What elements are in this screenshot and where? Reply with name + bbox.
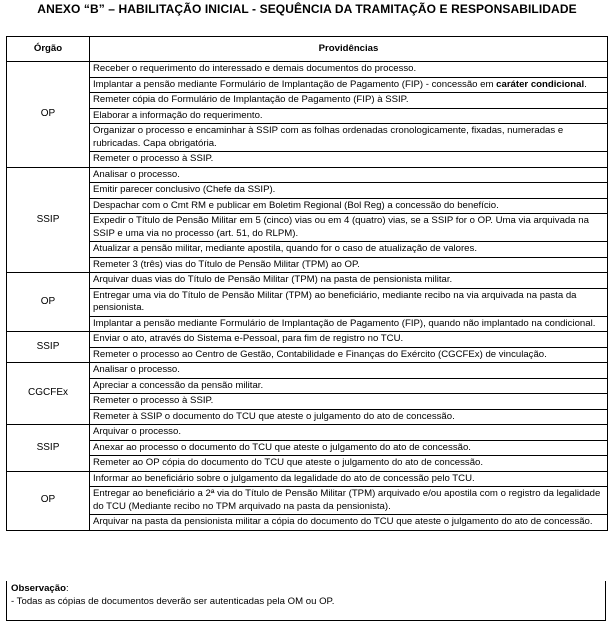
providencia-text: Entregar uma via do Título de Pensão Militar (TPM) ao beneficiário, mediante recibo na via arquivada na pasta da pensionista. [93, 289, 577, 313]
providencia-text: Enviar o ato, através do Sistema e-Pessoal, para fim de registro no TCU. [93, 333, 404, 344]
table-row [7, 242, 608, 258]
providencia-cell [90, 214, 608, 242]
table-row [7, 363, 608, 379]
orgao-cell: SSIP [7, 332, 90, 363]
table-row [7, 62, 608, 78]
orgao-cell: OP [7, 471, 90, 530]
providencia-text: Atualizar a pensão militar, mediante apostila, quando for o caso de atualização de valores. [93, 243, 477, 254]
providencia-cell [90, 257, 608, 273]
providencia-text: Anexar ao processo o documento do TCU que ateste o julgamento do ato de concessão. [93, 441, 471, 453]
providencia-cell [90, 471, 608, 487]
providencia-text: Arquivar duas vias do Título de Pensão Militar (TPM) na pasta de pensionista militar. [93, 274, 453, 285]
providencia-cell [90, 273, 608, 289]
orgao-cell: OP [7, 273, 90, 332]
providencia-text: Arquivar o processo. [93, 426, 181, 437]
providencia-cell [90, 62, 608, 78]
observation-label: Observação [11, 583, 66, 594]
table-row [7, 273, 608, 289]
table-row [7, 183, 608, 199]
table-row [7, 93, 608, 109]
document-title: ANEXO “B” – HABILITAÇÃO INICIAL - SEQUÊNCIA DA TRAMITAÇÃO E RESPONSABILIDADE [37, 2, 577, 16]
providencia-cell [90, 332, 608, 348]
table-row [7, 456, 608, 472]
table-row [7, 124, 608, 152]
orgao-cell: SSIP [7, 167, 90, 273]
table-row [7, 332, 608, 348]
providencia-cell [90, 409, 608, 425]
table-row [7, 316, 608, 332]
providencia-text: Elaborar a informação do requerimento. [93, 109, 263, 121]
observation-label-colon: : [65, 583, 69, 594]
providencia-text: Informar ao beneficiário sobre o julgamento da legalidade do ato de concessão pelo TCU. [93, 472, 475, 484]
providencia-cell [90, 77, 608, 93]
providencia-text: Remeter cópia do Formulário de Implantação de Pagamento (FIP) à SSIP. [93, 94, 409, 105]
column-header-providencias: Providências [90, 37, 608, 62]
providencia-text: Organizar o processo e encaminhar à SSIP com as folhas ordenadas cronologicamente, fixadas, numeradas e rubricadas. Capa obrigatória. [93, 125, 564, 149]
table-row [7, 425, 608, 441]
providencia-text: Despachar com o Cmt RM e publicar em Boletim Regional (Bol Reg) a concessão do benefício. [93, 199, 499, 211]
providencia-cell [90, 167, 608, 183]
table-row [7, 515, 608, 531]
providencia-cell [90, 347, 608, 363]
table-row [7, 214, 608, 242]
table-row [7, 409, 608, 425]
providencia-text: Remeter o processo à SSIP. [93, 395, 214, 406]
providencia-cell [90, 198, 608, 214]
table-row [7, 440, 608, 456]
observation-box [6, 581, 606, 621]
providencia-text: Analisar o processo. [93, 168, 180, 180]
providencia-cell [90, 456, 608, 472]
providencia-text: Implantar a pensão mediante Formulário de Implantação de Pagamento (FIP), quando não implantado na condicional. [93, 317, 596, 329]
table-row [7, 198, 608, 214]
table-row [7, 108, 608, 124]
tramitacao-table [6, 36, 608, 531]
providencia-text: Remeter ao OP cópia do documento do TCU que ateste o julgamento do ato de concessão. [93, 457, 484, 468]
providencia-cell [90, 378, 608, 394]
providencia-cell [90, 487, 608, 515]
providencia-cell [90, 288, 608, 316]
observation-text: - Todas as cópias de documentos deverão ser autenticadas pela OM ou OP. [11, 596, 335, 607]
table-row [7, 394, 608, 410]
providencia-text: Remeter 3 (três) vias do Título de Pensão Militar (TPM) ao OP. [93, 258, 360, 270]
providencia-text: Receber o requerimento do interessado e demais documentos do processo. [93, 63, 417, 74]
providencia-text: Remeter à SSIP o documento do TCU que ateste o julgamento do ato de concessão. [93, 410, 455, 422]
table-row [7, 487, 608, 515]
providencia-text: Expedir o Título de Pensão Militar em 5 (cinco) vias ou em 4 (quatro) vias, se a SSIP for o OP. Uma via arquivada na SSIP e uma via no processo (art. 51, do RLPM). [93, 215, 589, 239]
providencia-cell [90, 183, 608, 199]
table-body [7, 62, 608, 531]
providencia-cell [90, 242, 608, 258]
column-header-orgao: Órgão [7, 37, 90, 62]
providencia-cell [90, 316, 608, 332]
table-row [7, 288, 608, 316]
orgao-cell: CGCFEx [7, 363, 90, 425]
providencia-text: Analisar o processo. [93, 364, 180, 375]
table-row [7, 471, 608, 487]
table-row [7, 257, 608, 273]
providencia-text: Remeter o processo à SSIP. [93, 153, 214, 164]
providencia-text-end: . [584, 78, 587, 90]
providencia-text: Emitir parecer conclusivo (Chefe da SSIP). [93, 184, 276, 195]
providencia-cell [90, 425, 608, 441]
table-row [7, 167, 608, 183]
orgao-cell: SSIP [7, 425, 90, 472]
providencia-cell [90, 152, 608, 168]
providencia-text: Entregar ao beneficiário a 2ª via do Título de Pensão Militar (TPM) arquivado e/ou apostila com o registro da legalidade do TCU (Mediante recibo no TPM arquivado na pasta da pensionista). [93, 488, 601, 512]
orgao-cell: OP [7, 62, 90, 168]
providencia-cell [90, 394, 608, 410]
providencia-text: Apreciar a concessão da pensão militar. [93, 379, 264, 391]
providencia-text: Remeter o processo ao Centro de Gestão, Contabilidade e Finanças do Exército (CGCFEx) de vinculação. [93, 348, 547, 360]
providencia-cell [90, 124, 608, 152]
table-row [7, 152, 608, 168]
table-row [7, 347, 608, 363]
providencia-cell [90, 440, 608, 456]
providencia-cell [90, 93, 608, 109]
providencia-cell [90, 363, 608, 379]
providencia-cell [90, 108, 608, 124]
providencia-text: Implantar a pensão mediante Formulário de Implantação de Pagamento (FIP) - concessão em [93, 78, 497, 90]
table-row [7, 77, 608, 93]
providencia-text: Arquivar na pasta da pensionista militar a cópia do documento do TCU que ateste o julgamento do ato de concessão. [93, 516, 593, 527]
providencia-emphasis: caráter condicional [496, 78, 585, 90]
providencia-cell [90, 515, 608, 531]
table-row [7, 378, 608, 394]
table-header-row [7, 37, 608, 62]
